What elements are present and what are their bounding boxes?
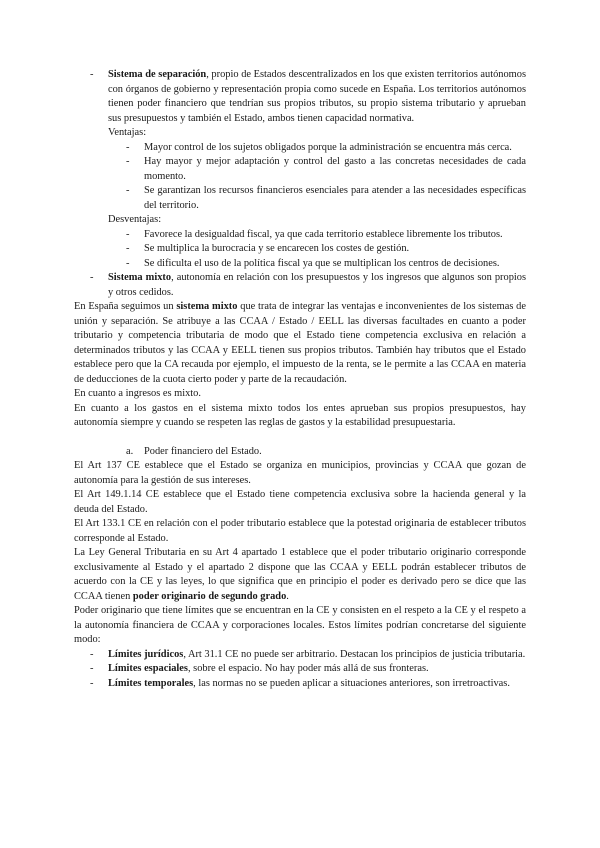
desventaja-text: Se dificulta el uso de la política fiscal ya que se multiplican los centros de decisiones.: [144, 257, 500, 269]
limites-temporales-text: , las normas no se pueden aplicar a situaciones anteriores, son irretroactivas.: [193, 677, 510, 689]
spacer: [74, 431, 526, 445]
limites-juridicos-text: , Art 31.1 CE no puede ser arbitrario. Destacan los principios de justicia tributaria.: [183, 648, 526, 660]
sistema-separacion-text: , propio de Estados descentralizados en los que existen territorios autónomos con órganos de gobierno y representación propia como sucede en España. Los territorios autónomos tienen poder financiero que tendrían sus propios tributos, su propio sistema tributario y aprueban sus presupuestos y también el Estado, ambos tienen capacidad normativa.: [108, 69, 526, 124]
bullet-sistema-mixto: [74, 271, 526, 300]
bullet-sistema-separacion: [74, 68, 526, 126]
term-limites-juridicos: Límites jurídicos: [108, 648, 184, 660]
paragraph-limites-intro: Poder originario que tiene límites que se encuentran en la CE y consisten en el respeto a la CE y el respeto a la autonomía financiera de CCAA y corporaciones locales. Estos límites podrían concretarse del siguiente modo:: [74, 605, 526, 645]
bullet-marker: -: [90, 69, 94, 80]
ventaja-item: [74, 141, 526, 156]
bullet-marker: -: [90, 677, 94, 689]
bullet-marker: -: [126, 243, 130, 254]
section-heading-a: [74, 445, 526, 460]
bullet-marker: -: [90, 663, 94, 674]
paragraph-espana: [74, 300, 526, 387]
espana-text-pre: En España seguimos un: [74, 301, 177, 312]
bullet-marker: -: [126, 257, 130, 269]
document-body: [74, 68, 526, 691]
paragraph-art137: El Art 137 CE establece que el Estado se organiza en municipios, provincias y CCAA que gozan de autonomía para la gestión de sus intereses.: [74, 460, 526, 486]
bullet-limites-temporales: [74, 677, 526, 692]
bullet-limites-juridicos: [74, 648, 526, 663]
limites-espaciales-text: , sobre el espacio. No hay poder más allá de sus fronteras.: [187, 663, 429, 674]
term-limites-espaciales: Límites espaciales: [108, 663, 188, 674]
desventaja-item: [74, 242, 526, 257]
section-marker: a.: [126, 445, 134, 457]
bullet-marker: -: [126, 141, 130, 153]
lgt-text-bold: poder originario de segundo grado: [132, 590, 287, 602]
bullet-marker: -: [126, 156, 130, 167]
sistema-mixto-text: , autonomía en relación con los presupuestos y los ingresos que algunos son propios y otros cedidos.: [108, 272, 527, 298]
espana-text-bold: sistema mixto: [176, 301, 238, 312]
ventaja-item: [74, 155, 526, 184]
paragraph-lgt: [74, 546, 526, 604]
desventaja-text: Favorece la desigualdad fiscal, ya que cada territorio establece libremente los tributos.: [144, 228, 503, 240]
bullet-marker: -: [90, 272, 94, 283]
paragraph-ingresos: En cuanto a ingresos es mixto.: [74, 388, 201, 399]
desventaja-item: [74, 228, 526, 243]
ventaja-item: [74, 184, 526, 213]
ventajas-label: Ventajas:: [108, 127, 147, 138]
bullet-marker: -: [126, 185, 130, 196]
ventaja-text: Mayor control de los sujetos obligados porque la administración se encuentra más cerca.: [144, 141, 512, 153]
bullet-limites-espaciales: [74, 662, 526, 677]
paragraph-art149: El Art 149.1.14 CE establece que el Estado tiene competencia exclusiva sobre la hacienda general y la deuda del Estado.: [74, 489, 526, 515]
lgt-text-post: .: [286, 590, 289, 602]
bullet-marker: -: [90, 648, 94, 660]
bullet-marker: -: [126, 228, 130, 240]
term-sistema-mixto: Sistema mixto: [108, 272, 172, 283]
section-title: Poder financiero del Estado.: [144, 445, 262, 457]
term-sistema-separacion: Sistema de separación: [108, 69, 207, 80]
desventajas-label: Desventajas:: [108, 214, 162, 225]
paragraph-gastos: En cuanto a los gastos en el sistema mixto todos los entes aprueban sus propios presupuestos, hay autonomía siempre y cuando se respeten las reglas de gastos y la estabilidad presupuestaria.: [74, 402, 526, 428]
espana-text-post: que trata de integrar las ventajas e inconvenientes de los sistemas de unión y separación. Se atribuye a las CCAA / Estado / EELL las diversas facultades en cuanto a poder tributario y competencia tributaria de modo que el Estado tiene competencia exclusiva en relación a determinados tributos y las CCAA y EELL tienen sus propios tributos. También hay tributos que el Estado establece pero que la CA recauda por ejemplo, el impuesto de la renta, se le permite a las CCAA en materia de deducciones de la cuota cierto poder y parte de la recaudación.: [74, 301, 526, 385]
desventaja-item: [74, 257, 526, 272]
lgt-text-pre: La Ley General Tributaria en su Art 4 apartado 1 establece que el poder tributario originario corresponde exclusivamente al Estado y el apartado 2 dispone que las CCAA y EELL podrán establecer tributos de acuerdo con la CE y las leyes, lo que significa que en principio el poder es derivado pero se dice que las CCAA tienen: [74, 547, 526, 602]
ventaja-text: Hay mayor y mejor adaptación y control del gasto a las concretas necesidades de cada momento.: [144, 156, 526, 182]
ventaja-text: Se garantizan los recursos financieros esenciales para atender a las necesidades específicas del territorio.: [144, 185, 526, 211]
desventaja-text: Se multiplica la burocracia y se encarecen los costes de gestión.: [144, 243, 410, 254]
paragraph-art133: El Art 133.1 CE en relación con el poder tributario establece que la potestad originaria de establecer tributos corresponde al Estado.: [74, 518, 526, 544]
term-limites-temporales: Límites temporales: [108, 677, 194, 689]
